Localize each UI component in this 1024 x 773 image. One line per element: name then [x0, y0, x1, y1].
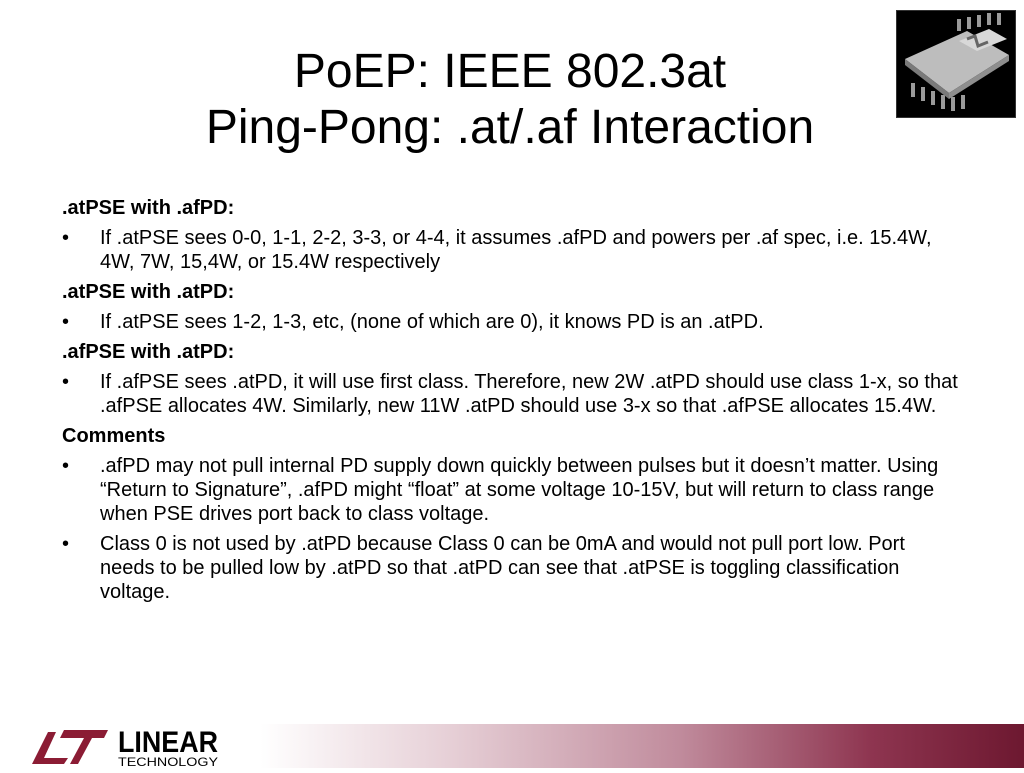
bullet-item	[62, 454, 962, 526]
bullet-glyph: •	[62, 311, 70, 333]
slide-body	[62, 190, 962, 604]
bullet-text: If .atPSE sees 0-0, 1-1, 2-2, 3-3, or 4-4, it assumes .afPD and powers per .af spec, i.e. 15.4W, 4W, 7W, 15,4W, or 15.4W respectively	[100, 227, 932, 273]
bullet-glyph: •	[62, 455, 70, 477]
bullet-text: If .atPSE sees 1-2, 1-3, etc, (none of which are 0), it knows PD is an .atPD.	[100, 311, 764, 333]
bullet-item	[62, 370, 962, 418]
section-heading: .atPSE with .afPD:	[62, 197, 235, 219]
footer-gradient-band	[260, 724, 1024, 768]
ic-chip-icon	[896, 10, 1016, 118]
section-afpse-atpd	[62, 340, 962, 418]
bullet-text: .afPD may not pull internal PD supply down quickly between pulses but it doesn’t matter. Using “Return to Signature”, .afPD might “float” at some voltage 10-15V, but will return to class range when PSE drives port back to class voltage.	[100, 455, 939, 525]
section-atpse-atpd	[62, 280, 962, 334]
bullet-text: Class 0 is not used by .atPD because Class 0 can be 0mA and would not pull port low. Port needs to be pulled low by .atPD so that .atPD can see that .atPSE is toggling classification voltage.	[100, 533, 905, 603]
bullet-glyph: •	[62, 533, 70, 555]
bullet-item	[62, 226, 962, 274]
section-comments	[62, 424, 962, 604]
title-line-2: Ping-Pong: .at/.af Interaction	[205, 101, 815, 154]
logo-sub: TECHNOLOGY	[118, 755, 218, 768]
section-heading: .afPSE with .atPD:	[62, 341, 235, 363]
bullet-item	[62, 532, 962, 604]
section-heading: .atPSE with .atPD:	[62, 281, 235, 303]
bullet-glyph: •	[62, 227, 70, 249]
bullet-text: If .afPSE sees .atPD, it will use first class. Therefore, new 2W .atPD should use class 1-x, so that .afPSE allocates 4W. Similarly, new 11W .atPD should use 3-x so that .afPSE allocates 15.4W.	[100, 371, 958, 417]
section-atpse-afpd	[62, 196, 962, 274]
bullet-item	[62, 310, 962, 334]
logo-word: LINEAR	[118, 726, 219, 759]
linear-technology-logo	[28, 722, 228, 768]
title-line-1: PoEP: IEEE 802.3at	[293, 45, 727, 98]
slide-title	[100, 44, 920, 156]
bullet-glyph: •	[62, 371, 70, 393]
section-heading: Comments	[62, 425, 166, 447]
